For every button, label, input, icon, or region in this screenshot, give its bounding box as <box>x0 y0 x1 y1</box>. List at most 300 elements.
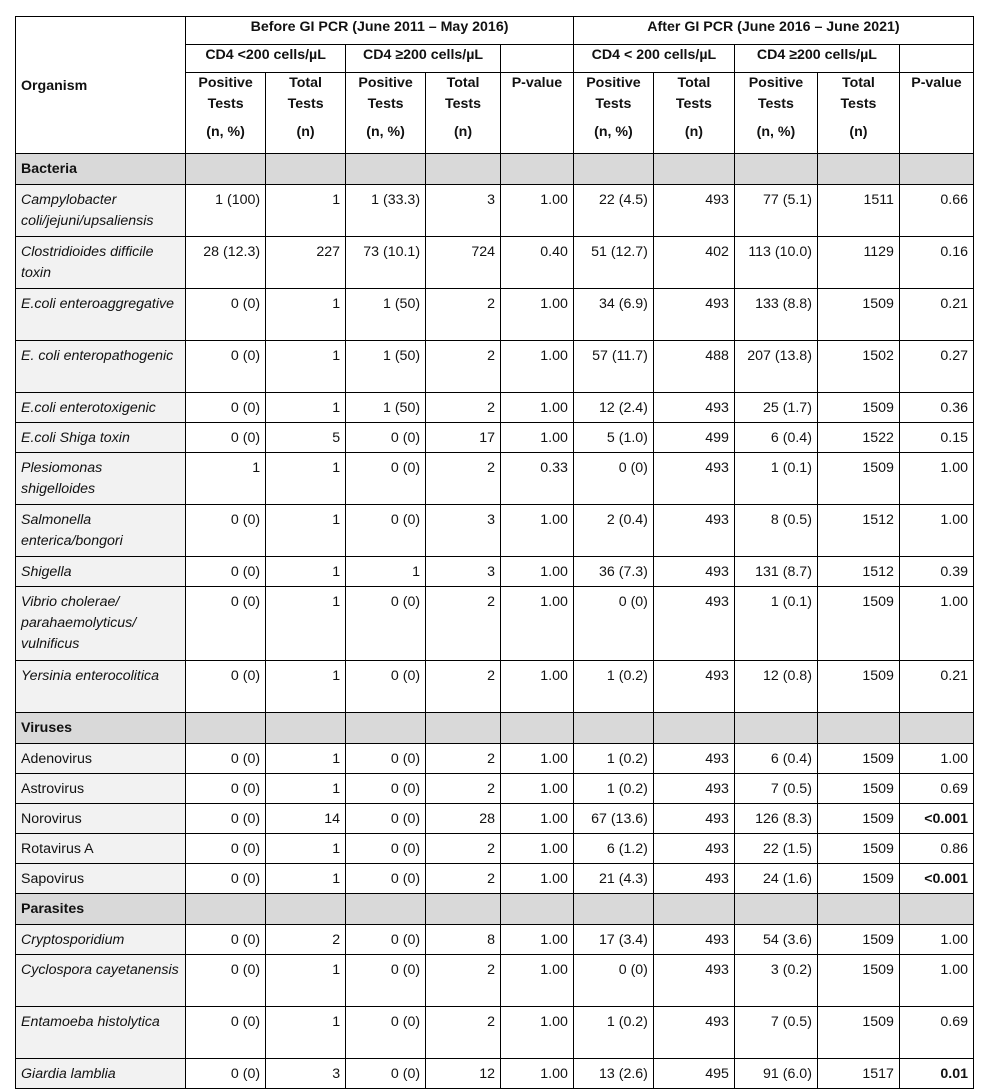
category-fill-cell <box>186 154 266 185</box>
table-row <box>16 834 974 864</box>
organism-name: Norovirus <box>16 804 186 834</box>
cell-a-pos-high: 91 (6.0) <box>734 1059 817 1089</box>
table-row <box>16 393 974 423</box>
cell-b-pos-low: 0 (0) <box>186 804 266 834</box>
organism-name: Shigella <box>16 557 186 587</box>
organism-name: E.coli enterotoxigenic <box>16 393 186 423</box>
cell-b-tot-high: 2 <box>426 774 501 804</box>
cell-a-p: 1.00 <box>899 925 973 955</box>
category-fill-cell <box>573 894 653 925</box>
cell-a-pos-low: 0 (0) <box>573 955 653 1007</box>
total-unit: (n) <box>453 124 473 140</box>
cell-b-tot-low: 1 <box>266 185 346 237</box>
cell-a-tot-high: 1509 <box>817 804 899 834</box>
cell-b-tot-low: 2 <box>266 925 346 955</box>
cell-a-p: 0.01 <box>899 1059 973 1089</box>
cell-b-tot-high: 724 <box>426 237 501 289</box>
category-row-bacteria <box>16 154 974 185</box>
cell-a-tot-low: 493 <box>653 661 734 713</box>
cell-b-pos-high: 0 (0) <box>346 834 426 864</box>
table-row <box>16 505 974 557</box>
cell-b-tot-low: 1 <box>266 289 346 341</box>
cell-a-tot-low: 493 <box>653 393 734 423</box>
category-fill-cell <box>899 154 973 185</box>
cell-a-tot-low: 493 <box>653 834 734 864</box>
cell-b-pos-low: 0 (0) <box>186 341 266 393</box>
cell-b-pos-high: 0 (0) <box>346 804 426 834</box>
organism-name: Giardia lamblia <box>16 1059 186 1089</box>
cell-a-tot-high: 1511 <box>817 185 899 237</box>
category-fill-cell <box>817 713 899 744</box>
cell-b-p: 1.00 <box>500 955 573 1007</box>
cell-a-pos-low: 51 (12.7) <box>573 237 653 289</box>
table-row <box>16 587 974 661</box>
total-label-line2: Tests <box>675 96 712 112</box>
organism-name: E.coli Shiga toxin <box>16 423 186 453</box>
cell-a-tot-low: 493 <box>653 557 734 587</box>
cell-a-pos-low: 0 (0) <box>573 587 653 661</box>
cell-b-tot-low: 5 <box>266 423 346 453</box>
category-fill-cell <box>346 713 426 744</box>
cell-b-p: 1.00 <box>500 557 573 587</box>
organism-name: Clostridioides difficile toxin <box>16 237 186 289</box>
cell-a-tot-low: 493 <box>653 453 734 505</box>
cell-b-pos-high: 1 (50) <box>346 341 426 393</box>
cell-b-tot-high: 2 <box>426 453 501 505</box>
cell-b-p: 1.00 <box>500 1059 573 1089</box>
cell-a-pos-high: 133 (8.8) <box>734 289 817 341</box>
positive-label-line1: Positive <box>198 75 253 91</box>
cell-b-tot-high: 2 <box>426 289 501 341</box>
after-low-positive-header <box>573 73 653 154</box>
cell-b-tot-high: 2 <box>426 393 501 423</box>
cell-b-p: 1.00 <box>500 185 573 237</box>
cell-b-tot-low: 3 <box>266 1059 346 1089</box>
cell-a-tot-high: 1509 <box>817 661 899 713</box>
cell-a-pos-high: 126 (8.3) <box>734 804 817 834</box>
cell-b-tot-low: 227 <box>266 237 346 289</box>
cell-a-p: 0.69 <box>899 1007 973 1059</box>
cell-a-tot-low: 493 <box>653 185 734 237</box>
cell-a-tot-low: 402 <box>653 237 734 289</box>
after-high-total-header <box>817 73 899 154</box>
after-high-positive-header <box>734 73 817 154</box>
cell-a-tot-low: 499 <box>653 423 734 453</box>
table-row <box>16 237 974 289</box>
cell-b-tot-high: 12 <box>426 1059 501 1089</box>
table-row <box>16 453 974 505</box>
cell-a-tot-low: 493 <box>653 955 734 1007</box>
cell-b-pos-low: 0 (0) <box>186 834 266 864</box>
cell-a-pos-high: 3 (0.2) <box>734 955 817 1007</box>
results-table <box>15 16 974 1089</box>
cell-b-p: 1.00 <box>500 864 573 894</box>
cell-b-p: 1.00 <box>500 587 573 661</box>
organism-name: Yersinia enterocolitica <box>16 661 186 713</box>
table-row <box>16 955 974 1007</box>
cell-a-tot-high: 1509 <box>817 864 899 894</box>
category-fill-cell <box>426 894 501 925</box>
cell-b-tot-high: 2 <box>426 834 501 864</box>
after-pvalue-spacer <box>899 45 973 73</box>
table-row <box>16 289 974 341</box>
cell-a-tot-low: 488 <box>653 341 734 393</box>
cell-b-tot-low: 1 <box>266 774 346 804</box>
cell-a-tot-low: 493 <box>653 925 734 955</box>
table-row <box>16 804 974 834</box>
cell-a-pos-low: 1 (0.2) <box>573 774 653 804</box>
table-row <box>16 774 974 804</box>
cell-a-tot-low: 493 <box>653 587 734 661</box>
cell-b-pos-high: 0 (0) <box>346 1007 426 1059</box>
cell-b-tot-low: 1 <box>266 661 346 713</box>
cell-a-pos-low: 67 (13.6) <box>573 804 653 834</box>
category-fill-cell <box>817 154 899 185</box>
cell-b-p: 0.40 <box>500 237 573 289</box>
table-row <box>16 661 974 713</box>
cell-a-p: 0.16 <box>899 237 973 289</box>
cell-b-p: 1.00 <box>500 1007 573 1059</box>
total-label-line2: Tests <box>287 96 324 112</box>
organism-name: Campylobacter coli/jejuni/upsaliensis <box>16 185 186 237</box>
before-low-total-header <box>266 73 346 154</box>
total-label-line1: Total <box>842 75 875 91</box>
cell-b-p: 1.00 <box>500 925 573 955</box>
cell-b-pos-low: 0 (0) <box>186 587 266 661</box>
cell-a-tot-low: 493 <box>653 864 734 894</box>
cell-b-pos-low: 0 (0) <box>186 393 266 423</box>
cell-a-p: <0.001 <box>899 864 973 894</box>
cell-b-pos-high: 0 (0) <box>346 453 426 505</box>
cell-b-tot-low: 1 <box>266 453 346 505</box>
cell-b-pos-low: 0 (0) <box>186 744 266 774</box>
cell-b-pos-high: 0 (0) <box>346 864 426 894</box>
category-fill-cell <box>426 154 501 185</box>
total-unit: (n) <box>684 124 703 140</box>
cell-b-tot-high: 2 <box>426 661 501 713</box>
cell-b-tot-high: 3 <box>426 557 501 587</box>
cell-a-tot-low: 493 <box>653 505 734 557</box>
cell-a-pos-high: 12 (0.8) <box>734 661 817 713</box>
cell-b-pos-low: 0 (0) <box>186 774 266 804</box>
cell-b-pos-low: 0 (0) <box>186 955 266 1007</box>
cell-b-p: 1.00 <box>500 505 573 557</box>
cell-b-p: 1.00 <box>500 804 573 834</box>
cell-b-tot-low: 14 <box>266 804 346 834</box>
category-fill-cell <box>500 894 573 925</box>
organism-name: Cryptosporidium <box>16 925 186 955</box>
cell-a-pos-low: 12 (2.4) <box>573 393 653 423</box>
cell-b-p: 1.00 <box>500 661 573 713</box>
cell-b-pos-low: 0 (0) <box>186 925 266 955</box>
cell-b-tot-low: 1 <box>266 744 346 774</box>
cell-a-pos-high: 24 (1.6) <box>734 864 817 894</box>
cell-a-pos-low: 34 (6.9) <box>573 289 653 341</box>
cell-b-pos-low: 0 (0) <box>186 661 266 713</box>
cell-a-p: 0.15 <box>899 423 973 453</box>
cell-a-pos-low: 0 (0) <box>573 453 653 505</box>
organism-name: Vibrio cholerae/ parahaemolyticus/ vulnificus <box>16 587 186 661</box>
cell-a-tot-low: 493 <box>653 1007 734 1059</box>
table-row <box>16 341 974 393</box>
cell-a-p: 0.21 <box>899 289 973 341</box>
category-fill-cell <box>734 154 817 185</box>
cell-b-pos-low: 0 (0) <box>186 289 266 341</box>
category-label: Parasites <box>16 894 186 925</box>
positive-label-line1: Positive <box>748 75 804 91</box>
category-row-viruses <box>16 713 974 744</box>
category-fill-cell <box>653 154 734 185</box>
cell-a-pos-high: 7 (0.5) <box>734 1007 817 1059</box>
cell-b-pos-high: 0 (0) <box>346 661 426 713</box>
total-label-line1: Total <box>446 75 480 91</box>
cell-b-tot-high: 2 <box>426 1007 501 1059</box>
cell-a-pos-low: 22 (4.5) <box>573 185 653 237</box>
cell-a-p: <0.001 <box>899 804 973 834</box>
positive-label-line1: Positive <box>586 75 641 91</box>
cell-b-tot-low: 1 <box>266 864 346 894</box>
positive-unit: (n, %) <box>366 124 405 140</box>
total-label-line1: Total <box>289 75 322 91</box>
category-fill-cell <box>573 154 653 185</box>
organism-name: Adenovirus <box>16 744 186 774</box>
cell-a-tot-high: 1517 <box>817 1059 899 1089</box>
cell-a-tot-low: 493 <box>653 289 734 341</box>
cell-a-p: 0.27 <box>899 341 973 393</box>
cell-a-pos-low: 21 (4.3) <box>573 864 653 894</box>
cell-b-pos-high: 1 (33.3) <box>346 185 426 237</box>
table-header <box>16 17 974 154</box>
cell-b-tot-high: 2 <box>426 341 501 393</box>
cell-a-pos-high: 22 (1.5) <box>734 834 817 864</box>
total-unit: (n) <box>296 124 315 140</box>
before-pvalue-header <box>500 73 573 154</box>
before-low-positive-header <box>186 73 266 154</box>
cell-a-pos-low: 2 (0.4) <box>573 505 653 557</box>
cell-a-tot-high: 1509 <box>817 393 899 423</box>
cell-b-p: 1.00 <box>500 834 573 864</box>
positive-label-line2: Tests <box>595 96 632 112</box>
cell-a-tot-high: 1509 <box>817 587 899 661</box>
cell-a-tot-high: 1509 <box>817 289 899 341</box>
cell-b-tot-high: 3 <box>426 185 501 237</box>
before-cd4-high-header: CD4 ≥200 cells/µL <box>346 45 501 73</box>
cell-a-tot-low: 493 <box>653 774 734 804</box>
cell-a-pos-high: 8 (0.5) <box>734 505 817 557</box>
after-low-total-header <box>653 73 734 154</box>
cell-a-p: 0.86 <box>899 834 973 864</box>
cell-a-pos-high: 6 (0.4) <box>734 423 817 453</box>
cell-a-tot-high: 1512 <box>817 505 899 557</box>
positive-label-line2: Tests <box>757 96 794 112</box>
cell-a-pos-high: 207 (13.8) <box>734 341 817 393</box>
cell-a-tot-low: 495 <box>653 1059 734 1089</box>
after-cd4-low-header: CD4 < 200 cells/µL <box>573 45 734 73</box>
cell-a-pos-low: 36 (7.3) <box>573 557 653 587</box>
cell-b-p: 1.00 <box>500 423 573 453</box>
cell-b-tot-low: 1 <box>266 834 346 864</box>
cell-b-p: 1.00 <box>500 341 573 393</box>
category-fill-cell <box>734 894 817 925</box>
cell-b-pos-high: 0 (0) <box>346 955 426 1007</box>
organism-name: Astrovirus <box>16 774 186 804</box>
cell-b-p: 1.00 <box>500 393 573 423</box>
category-fill-cell <box>899 894 973 925</box>
organism-name: Plesiomonas shigelloides <box>16 453 186 505</box>
cell-a-p: 1.00 <box>899 587 973 661</box>
table-row <box>16 1007 974 1059</box>
total-unit: (n) <box>849 124 868 140</box>
category-fill-cell <box>899 713 973 744</box>
organism-name: E.coli enteroaggregative <box>16 289 186 341</box>
cell-b-tot-low: 1 <box>266 341 346 393</box>
cell-b-pos-low: 0 (0) <box>186 423 266 453</box>
total-label-line1: Total <box>677 75 711 91</box>
cell-a-pos-high: 54 (3.6) <box>734 925 817 955</box>
category-fill-cell <box>734 713 817 744</box>
category-fill-cell <box>500 154 573 185</box>
pvalue-label: P-value <box>511 75 563 91</box>
cell-a-pos-high: 77 (5.1) <box>734 185 817 237</box>
organism-header <box>16 17 186 154</box>
cell-a-pos-high: 113 (10.0) <box>734 237 817 289</box>
table-row <box>16 185 974 237</box>
cell-a-tot-high: 1129 <box>817 237 899 289</box>
cell-a-pos-high: 1 (0.1) <box>734 453 817 505</box>
category-fill-cell <box>266 713 346 744</box>
cell-b-tot-low: 1 <box>266 587 346 661</box>
cell-a-pos-low: 57 (11.7) <box>573 341 653 393</box>
organism-name: Cyclospora cayetanensis <box>16 955 186 1007</box>
cell-b-pos-low: 1 (100) <box>186 185 266 237</box>
category-fill-cell <box>817 894 899 925</box>
cell-b-pos-high: 1 (50) <box>346 289 426 341</box>
cell-b-tot-high: 3 <box>426 505 501 557</box>
cell-b-tot-low: 1 <box>266 505 346 557</box>
cell-a-p: 0.39 <box>899 557 973 587</box>
cell-b-pos-high: 0 (0) <box>346 1059 426 1089</box>
positive-label-line1: Positive <box>358 75 413 91</box>
cell-a-pos-high: 25 (1.7) <box>734 393 817 423</box>
cell-b-pos-low: 0 (0) <box>186 864 266 894</box>
table-body <box>16 154 974 1089</box>
cell-a-pos-low: 13 (2.6) <box>573 1059 653 1089</box>
cell-a-tot-high: 1509 <box>817 744 899 774</box>
cell-b-pos-high: 0 (0) <box>346 744 426 774</box>
cell-a-tot-low: 493 <box>653 804 734 834</box>
cell-a-p: 0.36 <box>899 393 973 423</box>
cell-a-pos-low: 1 (0.2) <box>573 661 653 713</box>
cell-b-pos-low: 0 (0) <box>186 557 266 587</box>
category-fill-cell <box>186 894 266 925</box>
organism-header-label: Organism <box>21 78 88 94</box>
category-fill-cell <box>573 713 653 744</box>
category-fill-cell <box>346 154 426 185</box>
cell-a-tot-high: 1502 <box>817 341 899 393</box>
cell-b-pos-high: 0 (0) <box>346 423 426 453</box>
organism-name: Sapovirus <box>16 864 186 894</box>
cell-a-tot-high: 1509 <box>817 834 899 864</box>
organism-name: E. coli enteropathogenic <box>16 341 186 393</box>
cell-a-pos-low: 17 (3.4) <box>573 925 653 955</box>
cell-b-tot-low: 1 <box>266 955 346 1007</box>
category-fill-cell <box>653 894 734 925</box>
cell-a-p: 0.21 <box>899 661 973 713</box>
cell-a-tot-high: 1522 <box>817 423 899 453</box>
organism-name: Rotavirus A <box>16 834 186 864</box>
cell-a-pos-low: 5 (1.0) <box>573 423 653 453</box>
after-cd4-high-header: CD4 ≥200 cells/µL <box>734 45 899 73</box>
cell-a-pos-high: 7 (0.5) <box>734 774 817 804</box>
cell-a-tot-high: 1509 <box>817 774 899 804</box>
category-label: Bacteria <box>16 154 186 185</box>
cell-a-p: 0.66 <box>899 185 973 237</box>
cell-a-tot-high: 1512 <box>817 557 899 587</box>
category-fill-cell <box>500 713 573 744</box>
cell-b-tot-high: 2 <box>426 587 501 661</box>
category-label: Viruses <box>16 713 186 744</box>
positive-unit: (n, %) <box>206 124 245 140</box>
cell-b-pos-high: 1 <box>346 557 426 587</box>
category-fill-cell <box>426 713 501 744</box>
positive-label-line2: Tests <box>207 96 244 112</box>
table-row <box>16 423 974 453</box>
table-row <box>16 744 974 774</box>
cell-b-tot-high: 8 <box>426 925 501 955</box>
cell-b-tot-high: 17 <box>426 423 501 453</box>
cell-b-p: 1.00 <box>500 744 573 774</box>
cell-b-p: 0.33 <box>500 453 573 505</box>
cell-a-tot-high: 1509 <box>817 955 899 1007</box>
cell-a-p: 1.00 <box>899 955 973 1007</box>
cell-b-pos-high: 1 (50) <box>346 393 426 423</box>
pvalue-label: P-value <box>911 75 962 91</box>
cell-a-pos-low: 1 (0.2) <box>573 1007 653 1059</box>
before-high-positive-header <box>346 73 426 154</box>
cell-a-p: 0.69 <box>899 774 973 804</box>
after-pvalue-header <box>899 73 973 154</box>
category-fill-cell <box>653 713 734 744</box>
table-row <box>16 557 974 587</box>
cell-b-tot-low: 1 <box>266 393 346 423</box>
cell-b-tot-high: 2 <box>426 864 501 894</box>
cell-b-pos-high: 73 (10.1) <box>346 237 426 289</box>
before-high-total-header <box>426 73 501 154</box>
cell-a-p: 1.00 <box>899 453 973 505</box>
cell-a-pos-low: 1 (0.2) <box>573 744 653 774</box>
cell-b-p: 1.00 <box>500 289 573 341</box>
cell-b-pos-low: 28 (12.3) <box>186 237 266 289</box>
cell-b-tot-high: 2 <box>426 955 501 1007</box>
cell-b-tot-low: 1 <box>266 1007 346 1059</box>
cell-a-pos-high: 1 (0.1) <box>734 587 817 661</box>
category-fill-cell <box>346 894 426 925</box>
before-cd4-low-header: CD4 <200 cells/µL <box>186 45 346 73</box>
cell-b-pos-high: 0 (0) <box>346 925 426 955</box>
table-row <box>16 925 974 955</box>
cell-b-tot-low: 1 <box>266 557 346 587</box>
cell-a-tot-high: 1509 <box>817 925 899 955</box>
category-fill-cell <box>266 154 346 185</box>
cell-a-pos-low: 6 (1.2) <box>573 834 653 864</box>
positive-label-line2: Tests <box>367 96 404 112</box>
before-group-header: Before GI PCR (June 2011 – May 2016) <box>186 17 574 45</box>
cell-b-pos-low: 0 (0) <box>186 1007 266 1059</box>
cell-a-pos-high: 131 (8.7) <box>734 557 817 587</box>
cell-b-pos-low: 0 (0) <box>186 1059 266 1089</box>
cell-b-tot-high: 2 <box>426 744 501 774</box>
cell-b-tot-high: 28 <box>426 804 501 834</box>
